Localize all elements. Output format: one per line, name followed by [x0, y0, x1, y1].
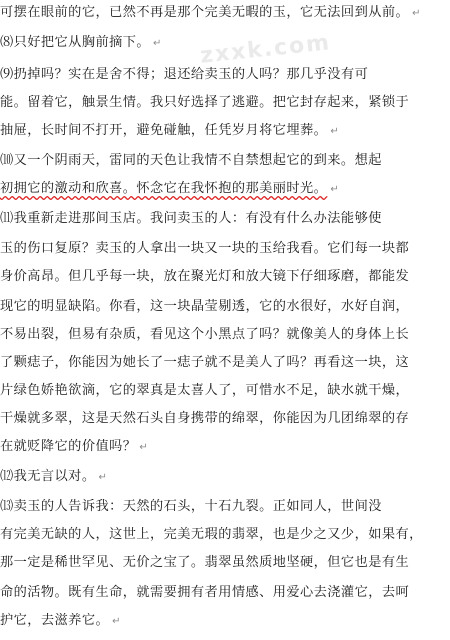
paragraph-mark-icon: ↵ [412, 8, 421, 19]
text-line [0, 2, 450, 24]
paragraph-mark-icon: ↵ [112, 616, 121, 627]
paragraph-mark-icon: ↵ [153, 38, 162, 49]
text-line [0, 352, 450, 374]
text-line [0, 408, 450, 430]
line-text: 在就贬降它的价值吗？ [0, 439, 137, 454]
text-line [0, 150, 450, 172]
line-text: ⒀卖玉的人告诉我：天然的石头，十石九裂。正如同人，世间没 [0, 499, 382, 514]
line-text: ⑻只好把它从胸前摘下。 [0, 35, 151, 50]
line-text: 初拥它的激动和欣喜。怀念它在我怀抱的那美丽时光。 [0, 181, 328, 196]
line-text: 身价高昂。但几乎每一块，放在聚光灯和放大镜下仔细琢磨，都能发 [0, 269, 410, 284]
line-text: 有完美无缺的人，这世上，完美无瑕的翡翠，也是少之又少，如果有， [0, 527, 423, 542]
text-line [0, 496, 450, 518]
text-line [0, 380, 450, 402]
text-line [0, 120, 450, 142]
line-text: 片绿色娇艳欲滴，它的翠真是太喜人了，可惜水不足，缺水就干燥， [0, 383, 410, 398]
line-text: 那一定是稀世罕见、无价之宝了。翡翠虽然质地坚硬，但它也是有生 [0, 555, 410, 570]
paragraph-mark-icon: ↵ [330, 184, 340, 195]
text-line [0, 552, 450, 574]
line-text: 了颗痣子，你能因为她长了一痣子就不是美人了吗？再看这一块，这 [0, 355, 410, 370]
line-text: 玉的伤口复原？卖玉的人拿出一块又一块的玉给我看。它们每一块都 [0, 241, 410, 256]
text-line [0, 92, 450, 114]
line-text: ⑼扔掉吗？实在是舍不得；退还给卖玉的人吗？那几乎没有可 [0, 67, 369, 82]
line-text: 可摆在眼前的它，已然不再是那个完美无暇的玉，它无法回到从前。 [0, 5, 410, 20]
text-line [0, 266, 450, 288]
line-text: 干燥就多翠，这是天然石头自身携带的绵翠，你能因为几团绵翠的存 [0, 411, 410, 426]
text-line [0, 208, 450, 230]
line-text: ⑽又一个阴雨天，雷同的天色让我情不自禁想起它的到来。想起 [0, 153, 382, 168]
paragraph-mark-icon: ↵ [330, 126, 340, 137]
text-line [0, 64, 450, 86]
text-line [0, 32, 450, 54]
text-line [0, 524, 450, 546]
paragraph-mark-icon: ↵ [139, 442, 149, 453]
line-text: 护它，去滋养它。 [0, 613, 110, 628]
watermark-logo: zxxk.com [199, 30, 333, 69]
text-line [0, 296, 450, 318]
text-line [0, 582, 450, 604]
text-line [0, 178, 450, 200]
paragraph-mark-icon: ↵ [98, 472, 108, 483]
line-text: 抽屉，长时间不打开，避免碰触，任凭岁月将它埋葬。 [0, 123, 328, 138]
text-line [0, 610, 450, 632]
text-line [0, 238, 450, 260]
line-text: 命的活物。既有生命，就需要拥有者用情感、用爱心去浇灌它，去呵 [0, 585, 410, 600]
line-text: ⑿我无言以对。 [0, 469, 96, 484]
line-text: 能。留着它，触景生情。我只好选择了逃避。把它封存起来，紧锁于 [0, 95, 410, 110]
text-line [0, 436, 450, 458]
text-line [0, 466, 450, 488]
line-text: 不易出裂，但易有杂质，看见这个小黑点了吗？就像美人的身体上长 [0, 327, 410, 342]
line-text: 现它的明显缺陷。你看，这一块晶莹剔透，它的水很好，水好自润， [0, 299, 410, 314]
text-line [0, 324, 450, 346]
line-text: ⑾我重新走进那间玉店。我问卖玉的人：有没有什么办法能够使 [0, 211, 382, 226]
